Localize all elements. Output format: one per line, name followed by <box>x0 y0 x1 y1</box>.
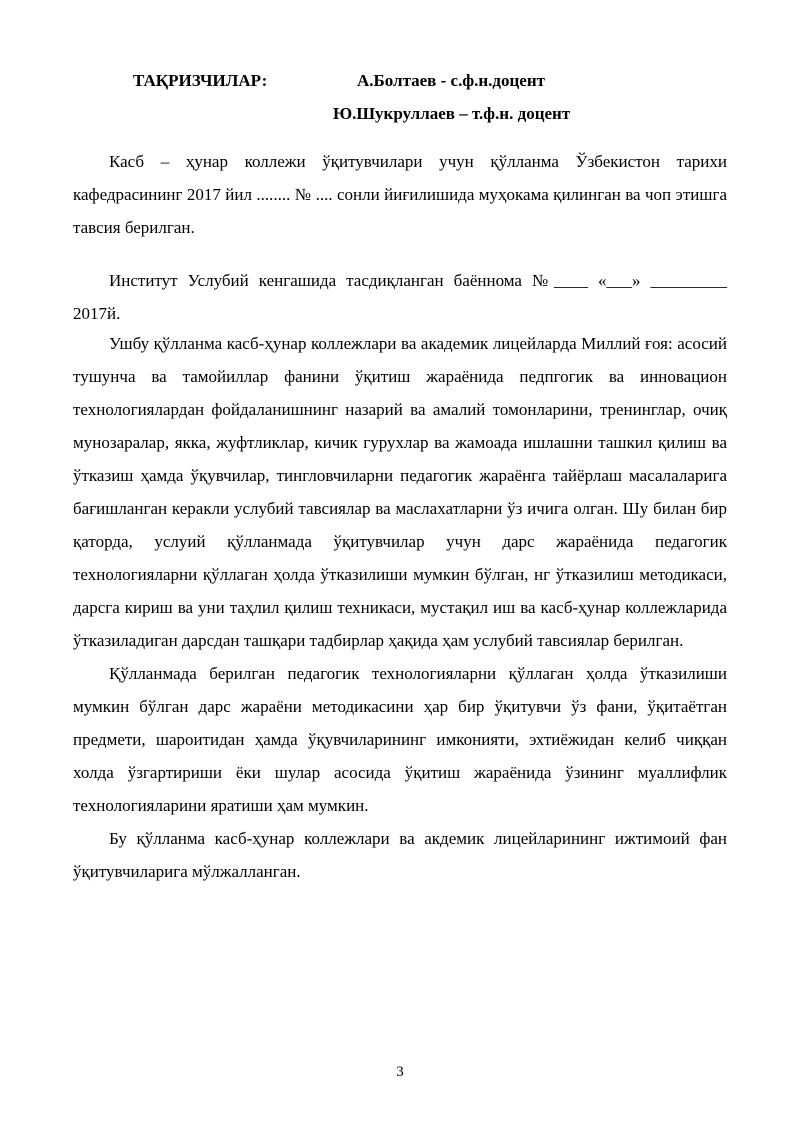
reviewers-label: ТАҚРИЗЧИЛАР: <box>133 71 268 90</box>
recommendation-block <box>73 145 727 244</box>
purpose-paragraph: Ушбу қўлланма касб-ҳунар коллежлари ва академик лицейларда Миллий ғоя: асосий тушунча ва тамойиллар фанини ўқитиш жараёнида педпгогик ва инновацион технологиялардан фойдаланишнинг назарий ва амалий томонларини, тренинглар, очиқ мунозаралар, якка, жуфтликлар, кичик гурухлар ва жамоада ишлашни ташкил қилиш ва ўтказиш ҳамда ўқувчилар, тингловчиларни педагогик жараёнга тайёрлаш масалаларига бағишланган керакли услубий тавсиялар ва маслахатларни ўз ичига олган. Шу билан бир қаторда, услуий қўлланмада ўқитувчилар учун дарс жараёнида педагогик технологияларни қўллаган ҳолда ўтказилиши мумкин бўлган, нг ўтказилиш методикаси, дарсга кириш ва уни таҳлил қилиш техникаси, мустақил иш ва касб-ҳунар коллежларида ўтказиладиган дарсдан ташқари тадбирлар ҳақида ҳам услубий тавсиялар берилган. <box>73 334 727 650</box>
reviewer-1: А.Болтаев - с.ф.н.доцент <box>357 71 545 90</box>
approval-paragraph: Институт Услубий кенгашида тасдиқланган баённома №____ «___» _________ 2017й. <box>73 271 727 323</box>
page-number: 3 <box>396 1064 404 1080</box>
audience-paragraph: Бу қўлланма касб-ҳунар коллежлари ва акдемик лицейларининг ижтимоий фан ўқитувчиларига мўлжалланган. <box>73 829 727 881</box>
reviewer-2: Ю.Шукруллаев – т.ф.н. доцент <box>333 104 571 123</box>
usage-paragraph: Қўлланмада берилган педагогик технологияларни қўллаган ҳолда ўтказилиши мумкин бўлган дарс жараёни методикасини ҳар бир ўқитувчи ўз фани, ўқитаётган предмети, шароитидан ҳамда ўқувчиларининг имконияти, эхтиёжидан келиб чиққан холда ўзгартириши ёки шулар асосида ўқитиш жараёнида ўзининг муаллифлик технологияларини яратиши ҳам мумкин. <box>73 664 727 815</box>
approval-block <box>73 264 727 330</box>
recommendation-paragraph: Касб – ҳунар коллежи ўқитувчилари учун қўлланма Ўзбекистон тарихи кафедрасининг 2017 йил ........ № .... сонли йиғилишида муҳокама қилинган ва чоп этишга тавсия берилган. <box>73 152 727 237</box>
body-block <box>73 327 727 888</box>
